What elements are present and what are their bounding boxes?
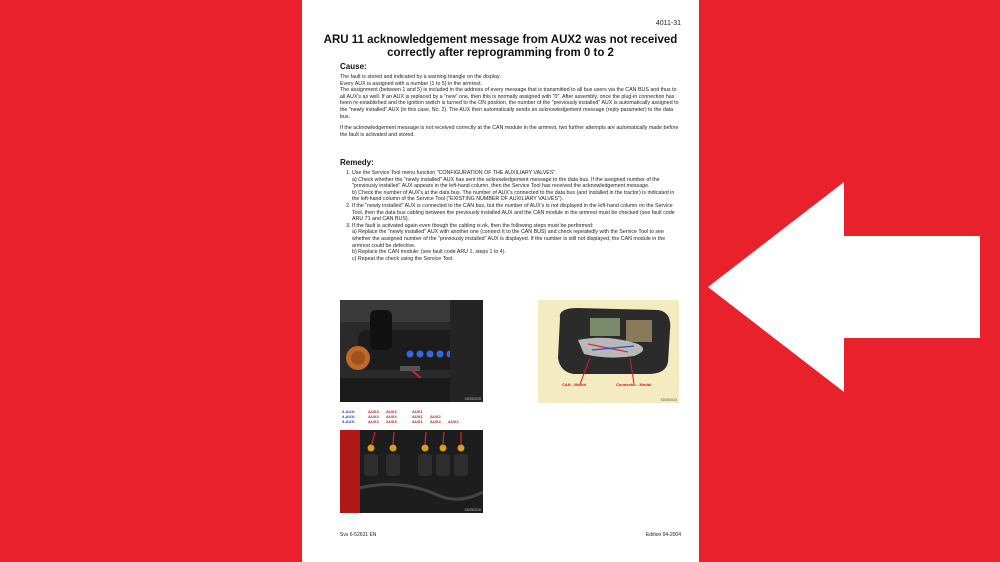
aux-row	[368, 419, 466, 424]
aux-cell: AUX2	[448, 419, 459, 424]
cause-paragraph: If the acknowledgement message is not received correctly at the CAN module in the armrest, two further attempts are automatically made before the fault is activated and stored.	[340, 125, 679, 138]
aux-cell: AUX5	[386, 419, 397, 424]
aux-cell: AUX4	[430, 419, 441, 424]
aux-cell: AUX2	[430, 414, 441, 419]
aux-cell: AUX3	[368, 419, 379, 424]
aux-row-label: 3-AUX:	[342, 409, 356, 414]
cause-heading: Cause:	[340, 62, 367, 71]
page-number: 4011-31	[655, 20, 681, 27]
document-title	[322, 34, 679, 60]
remedy-list	[340, 170, 681, 262]
armrest-illustration	[340, 300, 483, 402]
photo-code: SD050026	[464, 508, 481, 512]
aux-cell: AUX1	[412, 409, 423, 414]
cause-paragraph: The assignment (between 1 and 5) is included in the address of every message that is transmitted to all bus users via the CAN BUS and thus to all AUX's as well. If an AUX is replaced by a "new" one, then this is normally assigned with "0". After assembly, once the plug-in connection has been re-established and the ignition switch is turned to the ON position, the number of the "previously installed" AUX is automatically assigned to the "newly installed" AUX (in this case, No. 2). The AUX then automatically sends an acknowledgement message (reply parameter) to the data bus.	[340, 87, 679, 120]
can-module-illustration	[538, 300, 679, 403]
remedy-substep: a) Replace the "newly installed" AUX with another one (connect it to the CAN BUS) and check repeatedly with the Service Tool to see whether the assigned number of the "previously installed" AUX is displayed. If the number is still not displayed, the CAN module in the armrest could be defective.	[352, 229, 666, 249]
aux-cell: AUX4	[386, 414, 397, 419]
aux-assignment-table	[368, 409, 466, 424]
remedy-substep: a) Check whether the "newly installed" AUX has sent the acknowledgement message to the data bus. If the assigned number of the "previously installed" AUX appears in the left-hand column, then the Service Tool has received the acknowledgement message.	[352, 176, 660, 190]
remedy-step	[352, 203, 681, 223]
can-module-photo	[538, 300, 679, 403]
aux-row-label: 4-AUX:	[342, 414, 356, 419]
remedy-substep: b) Check the number of AUX's at the data bus. The number of AUX's connected to the data bus (and installed in the tractor) is indicated in the left-hand column of the Service Tool ("EXISTING NUMBER OF AUXILIARY VALVES").	[352, 189, 675, 203]
remedy-section	[340, 170, 681, 262]
photo-code: SD050025	[464, 397, 481, 401]
left-arrow-icon	[708, 182, 980, 392]
cause-section	[340, 74, 681, 143]
remedy-step	[352, 170, 681, 203]
connector-module-label: Connector - Modul	[616, 382, 652, 387]
can-module-label: CAN - Modul	[562, 382, 586, 387]
remedy-step	[352, 223, 681, 263]
footer-document-id: Svs 6-52631 EN	[340, 532, 377, 538]
title-line-1: ARU 11 acknowledgement message from AUX2 was not received	[323, 34, 678, 46]
cause-paragraph: The fault is stored and indicated by a warning triangle on the display.	[340, 74, 501, 80]
remedy-step-text: If the fault is activated again even though the cabling is ok, then the following steps must be performed:	[352, 222, 594, 229]
aux-row-labels	[342, 409, 355, 424]
aux-cell: AUX1	[412, 414, 423, 419]
title-line-2: correctly after reprogramming from 0 to 2	[387, 47, 614, 59]
remedy-substep: b) Replace the CAN module: (see fault code ARU 1, steps 1 to 4).	[352, 249, 506, 256]
aux-valves-photo	[340, 408, 483, 513]
remedy-step-text: If the "newly installed" AUX is connected to the CAN bus, but the number of AUX's is not displayed in the left-hand column on the Service Tool, then the data bus cabling between the previously installed AUX and the CAN module in the armrest must be checked (see fault code ARU 71 and CAN BUS).	[352, 202, 675, 223]
cause-paragraph: Every AUX is assigned with a number (1 to 5) in the armrest.	[340, 80, 482, 87]
document-page	[302, 0, 699, 562]
remedy-step-text: Use the Service Tool menu function "CONFIGURATION OF THE AUXILIARY VALVES".	[352, 170, 557, 176]
armrest-photo	[340, 300, 483, 402]
remedy-substep: c) Repeat the check using the Service Tool.	[352, 255, 454, 262]
aux-cell: AUX2	[386, 409, 397, 414]
footer-edition: Edition 04-2004	[645, 532, 681, 538]
aux-row-label: 5-AUX:	[342, 419, 356, 424]
aux-cell: AUX1	[412, 419, 423, 424]
photo-code: SD050024	[660, 398, 677, 402]
remedy-heading: Remedy:	[340, 158, 374, 167]
aux-cell: AUX3	[368, 414, 379, 419]
aux-cell: AUX3	[368, 409, 379, 414]
